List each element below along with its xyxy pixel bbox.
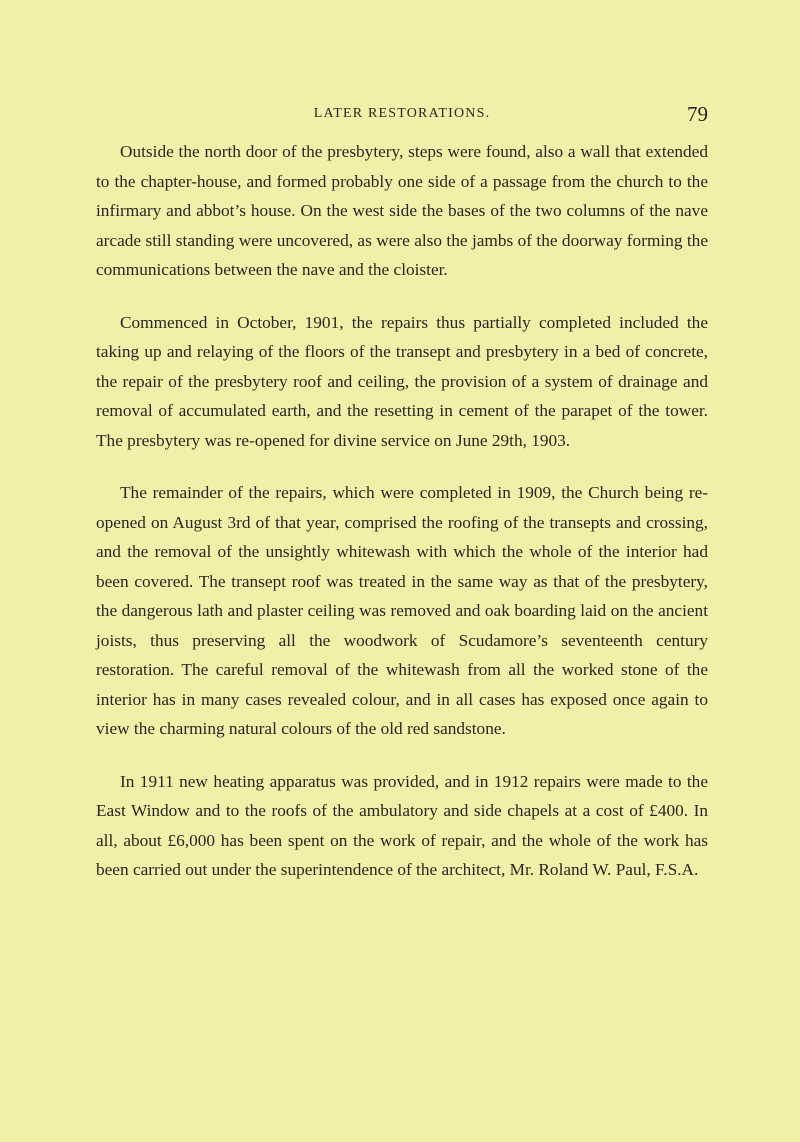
running-head xyxy=(96,104,708,128)
running-title: LATER RESTORATIONS. xyxy=(313,106,491,121)
body-text xyxy=(96,137,708,908)
paragraph-1909-repairs: The remainder of the repairs, which were completed in 1909, the Church being re-opened on August 3rd of that year, comprised the roofing of the transepts and crossing, and the removal of the unsightly whitewash with which the whole of the interior had been covered. The transept roof was treated in the same way as that of the presbytery, the dangerous lath and plaster ceiling was removed and oak boarding laid on the ancient joists, thus preserving all the woodwork of Scudamore’s seventeenth century restoration. The careful removal of the whitewash from all the worked stone of the interior has in many cases revealed colour, and in all cases has exposed once again to view the charming natural colours of the old red sandstone. xyxy=(96,483,708,738)
page-number: 79 xyxy=(687,102,708,126)
paragraph-1901-repairs: Commenced in October, 1901, the repairs thus partially completed included the taking up and relaying of the floors of the transept and presbytery in a bed of concrete, the repair of the presbytery roof and ceiling, the provision of a system of drainage and removal of accumulated earth, and the resetting in cement of the parapet of the tower. The presbytery was re-opened for divine service on June 29th, 1903. xyxy=(96,312,708,450)
paragraph-1911-heating: In 1911 new heating apparatus was provided, and in 1912 repairs were made to the East Window and to the roofs of the ambulatory and side chapels at a cost of £400. In all, about £6,000 has been spent on the work of repair, and the whole of the work has been carried out under the superintendence of the architect, Mr. Roland W. Paul, F.S.A. xyxy=(96,771,708,879)
paragraph-north-door: Outside the north door of the presbytery, steps were found, also a wall that extended to the chapter-house, and formed probably one side of a passage from the church to the infirmary and abbot’s house. On the west side the bases of the two columns of the nave arcade still standing were uncovered, as were also the jambs of the doorway forming the communications between the nave and the cloister. xyxy=(96,142,708,279)
